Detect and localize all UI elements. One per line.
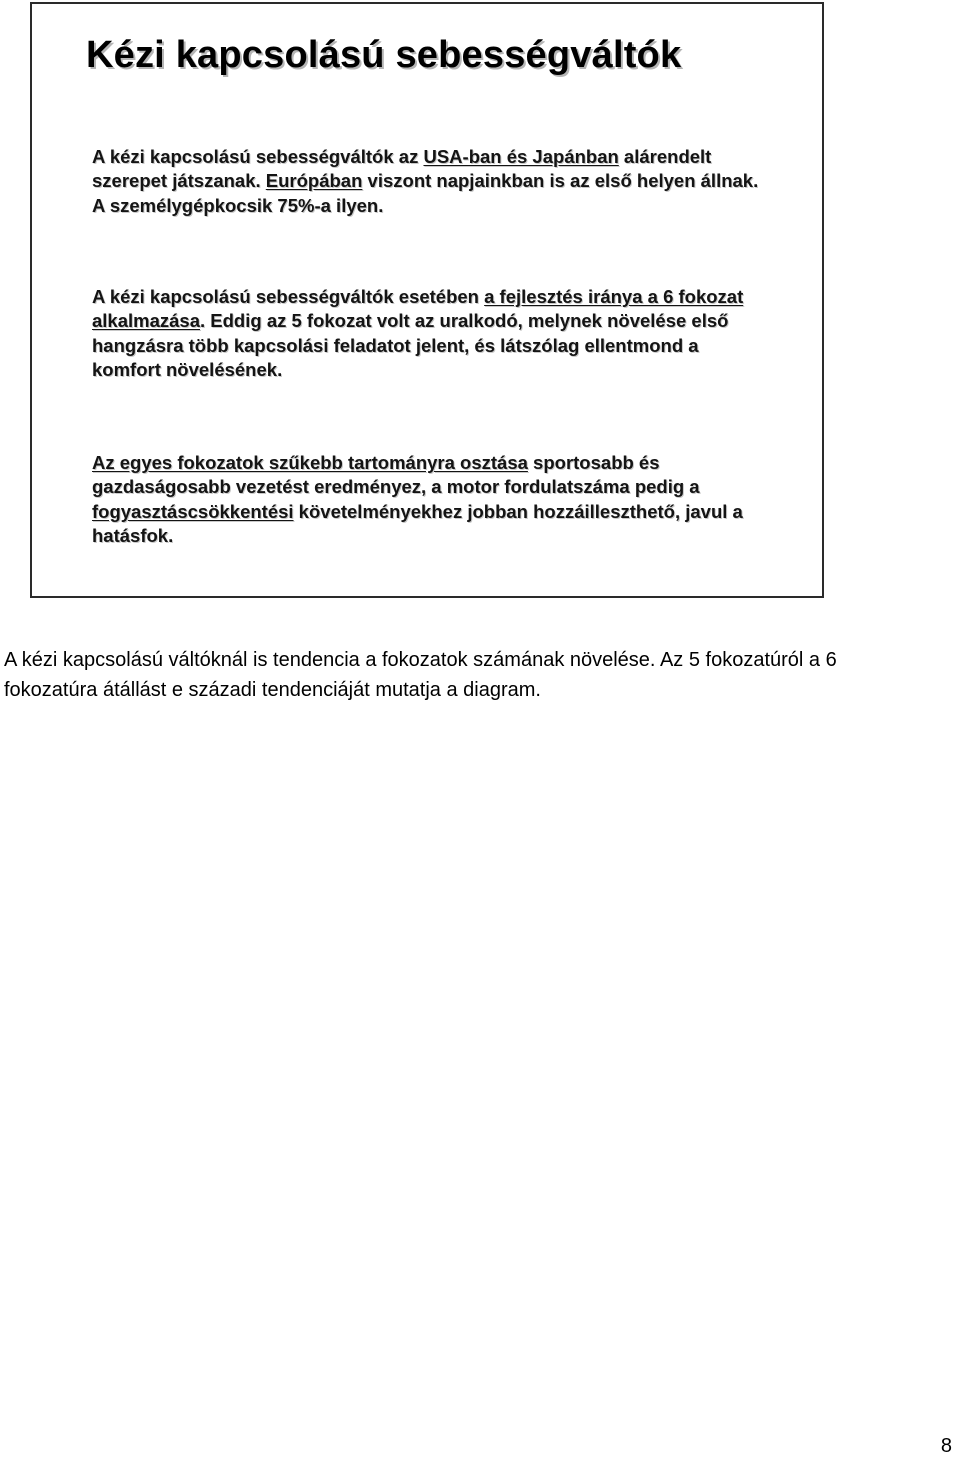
p3-text-2: követelményekhez jobban hozzáilleszthető, javul a hatásfok.: [92, 500, 743, 546]
slide-paragraph-2: [92, 285, 772, 382]
p2-text-1: A kézi kapcsolású sebességváltók esetében: [92, 286, 485, 307]
p1-text-1: A kézi kapcsolású sebességváltók az: [92, 146, 424, 167]
p1-text-3: viszont napjainkban is az első helyen állnak. A személygépkocsik 75%-a ilyen.: [92, 170, 759, 216]
p3-underline-2: fogyasztáscsökkentési: [92, 500, 294, 522]
caption-text: A kézi kapcsolású váltóknál is tendencia a fokozatok számának növelése. Az 5 fokozatúról a 6 fokozatúra átállást e századi tendenciáját mutatja a diagram.: [4, 649, 837, 701]
p2-text-2: . Eddig az 5 fokozat volt az uralkodó, melynek növelése első hangzásra több kapcsolási feladatot jelent, és látszólag ellentmond a komfort növelésének.: [92, 310, 729, 380]
slide-paragraph-1: [92, 145, 772, 218]
slide-title: Kézi kapcsolású sebességváltók: [86, 34, 682, 76]
p3-underline-1: Az egyes fokozatok szűkebb tartományra osztása: [92, 452, 528, 473]
p2-underline-1: a fejlesztés iránya a 6 fokozat alkalmazása: [92, 286, 744, 332]
slide-frame: [30, 2, 824, 598]
p1-underline-2: Európában: [265, 170, 363, 192]
p1-text-2: alárendelt szerepet játszanak.: [92, 146, 712, 192]
p1-underline-1: USA-ban és Japánban: [423, 146, 619, 167]
page-number: 8: [940, 1435, 952, 1457]
p3-text-1: sportosabb és gazdaságosabb vezetést eredményez, a motor fordulatszáma pedig a: [92, 452, 700, 498]
slide-paragraph-3: [92, 451, 772, 548]
